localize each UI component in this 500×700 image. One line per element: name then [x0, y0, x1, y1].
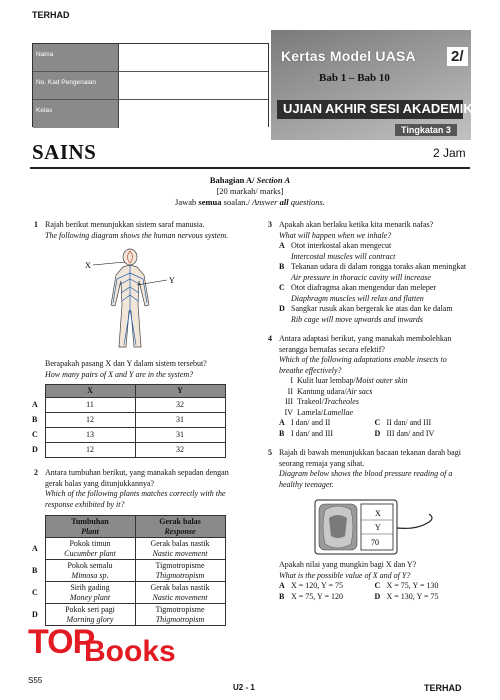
option-b[interactable]: B Tekanan udara di dalam rongga toraks akan meningkat Air pressure in thoracic cavity will increase: [279, 262, 467, 282]
q2-answer-table: [32, 515, 226, 626]
label-x: X: [85, 261, 91, 270]
statement-iv: IV Lamela/ Lamellae: [284, 407, 353, 417]
human-nervous-system-figure: [45, 245, 235, 351]
nervous-system-diagram: [45, 245, 242, 351]
question-number: 3: [268, 220, 272, 229]
question-stem-en: Which of the following adaptations enable insects to breathe effectively?: [279, 355, 447, 375]
label-y: Y: [169, 276, 175, 285]
blood-pressure-monitor-figure: [279, 496, 469, 558]
table-cell: Gerak balas nastik Nastic movement: [135, 582, 225, 604]
display-y: Y: [375, 523, 381, 532]
table-row[interactable]: [32, 560, 225, 582]
table-header-plant: Tumbuhan Plant: [45, 516, 135, 538]
info-row-ic: [33, 72, 268, 100]
table-row[interactable]: [32, 538, 225, 560]
option-letter: C: [32, 582, 45, 604]
watermark-books: Books: [84, 635, 176, 668]
classification-bottom: TERHAD: [424, 683, 462, 693]
table-cell: 32: [135, 443, 225, 458]
option-row-1: [279, 418, 470, 429]
section-title: Bahagian A/ Section A: [209, 175, 291, 185]
option-c[interactable]: C II dan/ and III: [374, 418, 432, 427]
table-cell: Pokok semalu Mimosa sp.: [45, 560, 135, 582]
banner-exam-title: UJIAN AKHIR SESI AKADEMIK: [283, 101, 473, 116]
option-b[interactable]: B X = 75, Y = 120: [279, 591, 343, 601]
question-number: 1: [34, 220, 38, 229]
option-letter: B: [32, 413, 45, 428]
table-cell: 12: [45, 443, 135, 458]
question-ask-en: What is the possible value of X and of Y?: [279, 570, 411, 580]
ic-field[interactable]: [119, 72, 268, 99]
option-letter: C: [32, 428, 45, 443]
table-cell: 13: [45, 428, 135, 443]
watermark-top: TOP: [28, 623, 95, 661]
banner-grade: Tingkatan 3: [395, 124, 457, 136]
topbooks-watermark: [4, 615, 180, 677]
info-row-name: [33, 44, 268, 72]
question-3: [266, 220, 470, 325]
table-cell: Sirih gading Money plant: [45, 582, 135, 604]
table-header-y: Y: [135, 385, 225, 398]
option-row-2: [279, 429, 470, 440]
table-cell: Pokok seri pagi Morning glory: [45, 604, 135, 626]
table-row[interactable]: [32, 443, 225, 458]
table-cell: 31: [135, 428, 225, 443]
class-label: Kelas: [33, 100, 119, 128]
option-letter: D: [32, 604, 45, 626]
exam-duration: 2 Jam: [433, 146, 466, 160]
question-stem-bm: Rajah di bawah menunjukkan bacaan tekanan darah bagi seorang remaja yang sihat.: [279, 448, 461, 468]
option-a[interactable]: A I dan/ and II: [279, 418, 331, 427]
question-number: 5: [268, 448, 272, 457]
table-row[interactable]: [32, 428, 225, 443]
page-code: S55: [28, 676, 43, 685]
table-cell: Pokok timun Cucumber plant: [45, 538, 135, 560]
question-ask-bm: Apakah nilai yang mungkin bagi X dan Y?: [279, 560, 417, 569]
table-cell: Tigmotropisme Thigmotropism: [135, 604, 225, 626]
table-cell: Tigmotropisme Thigmotropism: [135, 560, 225, 582]
page-number: U2 - 1: [233, 683, 255, 692]
option-letter: A: [32, 398, 45, 413]
student-info-box: [32, 43, 269, 127]
header-divider: [30, 167, 470, 169]
ic-label: No. Kad Pengenalan: [33, 72, 119, 99]
option-letter: D: [32, 443, 45, 458]
class-field[interactable]: [119, 100, 268, 128]
question-ask-bm: Berapakah pasang X dan Y dalam sistem tersebut?: [45, 359, 207, 368]
classification-top: TERHAD: [32, 10, 70, 20]
table-cell: 31: [135, 413, 225, 428]
right-column: [266, 220, 470, 602]
option-c[interactable]: C X = 75, Y = 130: [374, 581, 439, 590]
option-row-1: [279, 581, 470, 592]
question-stem-bm: Apakah akan berlaku ketika kita menarik nafas?: [279, 220, 434, 229]
q1-answer-table: [32, 384, 226, 458]
left-column: [32, 220, 242, 626]
question-5: [266, 448, 470, 602]
option-a[interactable]: A Otot interkostal akan mengecut Intercostal muscles will contract: [279, 241, 396, 261]
question-stem-en: Which of the following plants matches correctly with the response exhibited by it?: [45, 489, 226, 509]
question-stem-en: The following diagram shows the human nervous system.: [45, 230, 229, 240]
table-header-response: Gerak balas Response: [135, 516, 225, 538]
label-x-line: [93, 262, 125, 265]
banner-chapters: Bab 1 – Bab 10: [319, 72, 390, 84]
table-row[interactable]: [32, 413, 225, 428]
option-letter: A: [32, 538, 45, 560]
question-4: [266, 334, 470, 439]
option-d[interactable]: D Sangkar rusuk akan bergerak ke atas dan ke dalam Rib cage will move upwards and inwards: [279, 304, 453, 324]
option-d[interactable]: D X = 130, Y = 75: [374, 591, 439, 601]
name-field[interactable]: [119, 44, 268, 71]
question-stem-en: Diagram below shows the blood pressure reading of a healthy teenager.: [279, 469, 453, 489]
table-cell: Gerak balas nastik Nastic movement: [135, 538, 225, 560]
question-number: 4: [268, 334, 272, 343]
option-row-2: [279, 592, 470, 603]
section-heading: [0, 175, 500, 208]
table-header-x: X: [45, 385, 135, 398]
question-2: [32, 468, 242, 626]
exam-banner: [271, 30, 491, 140]
table-cell: 12: [45, 413, 135, 428]
question-number: 2: [34, 468, 38, 477]
question-stem-en: What will happen when we inhale?: [279, 230, 392, 240]
option-letter: B: [32, 560, 45, 582]
banner-title: Kertas Model UASA: [281, 48, 416, 64]
question-1: [32, 220, 242, 458]
name-label: Nama: [33, 44, 119, 71]
table-cell: 11: [45, 398, 135, 413]
subject-title: SAINS: [32, 140, 97, 164]
display-x: X: [375, 509, 381, 518]
option-c[interactable]: C Otot diafragma akan mengendur dan meleper Diaphragm muscles will relax and flatten: [279, 283, 437, 303]
section-instruction: Jawab semua soalan./ Answer all questions.: [175, 197, 325, 207]
table-row[interactable]: [32, 398, 225, 413]
statement-ii: II Kantung udara/ Air sacs: [287, 386, 373, 396]
question-ask-en: How many pairs of X and Y are in the system?: [45, 369, 194, 379]
question-stem-bm: Rajah berikut menunjukkan sistem saraf manusia.: [45, 220, 205, 229]
banner-corner: [471, 30, 491, 140]
option-b[interactable]: B I dan/ and III: [279, 428, 333, 438]
question-stem-bm: Antara tumbuhan berikut, yang manakah sepadan dengan gerak balas yang ditunjukkannya?: [45, 468, 229, 488]
option-a[interactable]: A X = 120, Y = 75: [279, 581, 343, 590]
section-marks: [20 markah/ marks]: [216, 186, 284, 196]
statement-iii: III Trakeol/ Tracheoles: [285, 397, 359, 406]
question-stem-bm: Antara adaptasi berikut, yang manakah membolehkan serangga bernafas secara efektif?: [279, 334, 452, 354]
statement-i: I Kulit luar lembap/ Moist outer skin: [290, 376, 408, 385]
info-row-class: [33, 100, 268, 128]
blood-pressure-monitor: [279, 496, 470, 560]
table-cell: 32: [135, 398, 225, 413]
banner-number: 2/: [447, 47, 468, 66]
option-d[interactable]: D III dan/ and IV: [374, 428, 435, 438]
display-pulse: 70: [371, 538, 379, 547]
table-row[interactable]: [32, 582, 225, 604]
